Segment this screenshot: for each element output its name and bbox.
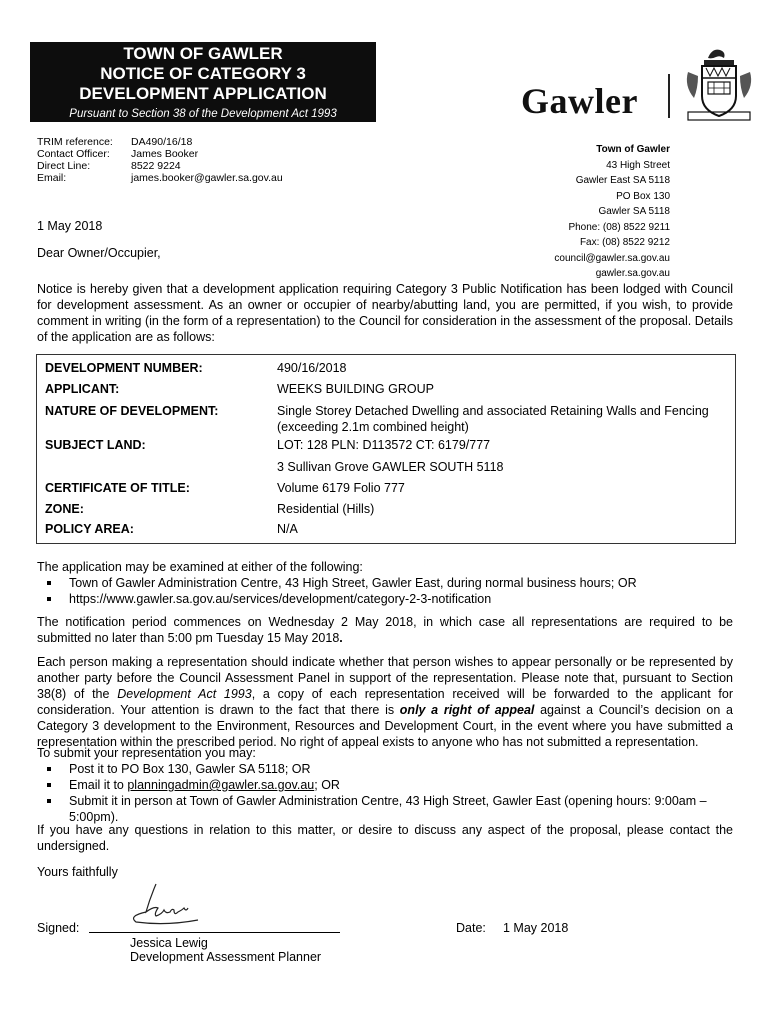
list-item (37, 761, 737, 777)
sign-date-label: Date: (456, 921, 486, 935)
ref-value: 8522 9224 (131, 160, 181, 172)
ref-label: TRIM reference: (37, 136, 113, 148)
signer-name: Jessica Lewig (130, 936, 208, 950)
address-line: gawler.sa.gov.au (595, 268, 670, 279)
logo-divider (668, 74, 670, 118)
rep-text-2: , a copy of each representation received will be forwarded to the applicant for consideration. Your attention is drawn to the fact that there is (37, 687, 733, 717)
application-details-box (36, 354, 736, 544)
detail-value: 490/16/2018 (277, 361, 347, 375)
address-line: 43 High Street (606, 159, 670, 171)
ref-row-contact (37, 148, 283, 160)
bullet-icon (37, 777, 69, 793)
appeal-emphasis: only a right of appeal (399, 703, 535, 717)
ref-row-email (37, 172, 283, 184)
detail-value: N/A (277, 522, 298, 536)
examine-section (37, 559, 737, 607)
detail-value: Single Storey Detached Dwelling and associated Retaining Walls and Fencing (exceeding 2.1m combined height) (277, 404, 709, 434)
address-line: PO Box 130 (616, 190, 670, 202)
detail-value: Volume 6179 Folio 777 (277, 481, 405, 495)
rep-text-1: Each person making a representation should indicate whether that person wishes to appear personally or be represented by another party before the Council Assessment Panel in support of the representation. Please note that, pursuant to Section 38(8) of the (37, 655, 733, 701)
detail-label: SUBJECT LAND: (45, 438, 146, 452)
list-item (37, 777, 737, 793)
title-line-1: TOWN OF GAWLER (123, 44, 283, 63)
notification-paragraph (37, 614, 733, 646)
ref-row-phone (37, 160, 283, 172)
address-line: Phone: (08) 8522 9211 (568, 221, 670, 233)
detail-label: NATURE OF DEVELOPMENT: (45, 404, 219, 418)
notification-text: The notification period commences on Wednesday 2 May 2018, in which case all representations are required to be submitted no later than 5:00 pm Tuesday 15 May 2018 (37, 615, 733, 645)
email-suffix: ; OR (314, 778, 340, 792)
bullet-icon (37, 793, 69, 825)
detail-value: Residential (Hills) (277, 502, 375, 516)
address-line: Gawler SA 5118 (598, 206, 670, 217)
closing: Yours faithfully (37, 865, 118, 879)
bullet-icon (37, 575, 69, 591)
list-item (37, 793, 737, 825)
detail-value: 3 Sullivan Grove GAWLER SOUTH 5118 (277, 460, 504, 474)
bullet-icon (37, 591, 69, 607)
detail-value: LOT: 128 PLN: D113572 CT: 6179/777 (277, 438, 491, 452)
signature-line (89, 932, 340, 933)
letter-date: 1 May 2018 (37, 219, 103, 233)
representation-paragraph (37, 654, 733, 750)
notification-end: . (339, 631, 343, 645)
address-line: Fax: (08) 8522 9212 (579, 237, 670, 248)
signed-label: Signed: (37, 921, 80, 935)
ref-value: James Booker (131, 148, 199, 160)
address-line: council@gawler.sa.gov.au (554, 252, 670, 264)
submit-email (69, 777, 737, 793)
notice-title-box (30, 42, 376, 122)
submit-in-person: Submit it in person at Town of Gawler Administration Centre, 43 High Street, Gawler East (opening hours: 9:00am – 5:00pm). (69, 794, 707, 824)
ref-value: james.booker@gawler.sa.gov.au (131, 172, 283, 184)
reference-details (37, 136, 283, 184)
intro-paragraph: Notice is hereby given that a development application requiring Category 3 Public Notification has been lodged with Council for development assessment. As an owner or occupier of nearby/abutting land, you are permitted, if you wish, to provide comment in writing (in the form of a representation) to the Council for consideration in the assessment of the proposal. Details of the application are as follows: (37, 282, 733, 344)
questions-paragraph: If you have any questions in relation to this matter, or desire to discuss any aspect of the proposal, please contact the undersigned. (37, 823, 733, 853)
detail-label: DEVELOPMENT NUMBER: (45, 361, 203, 375)
gawler-logo-text: Gawler (521, 81, 638, 121)
list-item (37, 575, 737, 591)
address-line: Gawler East SA 5118 (575, 175, 670, 186)
examine-location: Town of Gawler Administration Centre, 43 High Street, Gawler East, during normal business hours; OR (69, 576, 637, 590)
submit-intro: To submit your representation you may: (37, 746, 256, 760)
council-address (490, 142, 670, 282)
planning-email-link[interactable]: planningadmin@gawler.sa.gov.au (127, 778, 315, 792)
sign-date-value: 1 May 2018 (503, 921, 569, 935)
list-item (37, 591, 737, 607)
detail-label: POLICY AREA: (45, 522, 134, 536)
detail-value: WEEKS BUILDING GROUP (277, 382, 434, 396)
ref-label: Email: (37, 172, 67, 184)
ref-value: DA490/16/18 (131, 136, 193, 148)
signer-role: Development Assessment Planner (130, 950, 322, 964)
detail-label: ZONE: (45, 502, 84, 516)
ref-row-trim (37, 136, 283, 148)
act-name: Development Act 1993 (117, 687, 252, 701)
bullet-icon (37, 761, 69, 777)
examine-intro: The application may be examined at either of the following: (37, 560, 363, 574)
title-line-2: NOTICE OF CATEGORY 3 (100, 64, 306, 83)
detail-label: APPLICANT: (45, 382, 120, 396)
ref-label: Contact Officer: (37, 148, 110, 160)
examine-url-link[interactable]: https://www.gawler.sa.gov.au/services/development/category-2-3-notification (69, 592, 492, 606)
email-prefix: Email it to (69, 778, 128, 792)
town-crest-icon (678, 44, 760, 126)
ref-label: Direct Line: (37, 160, 91, 172)
submit-post: Post it to PO Box 130, Gawler SA 5118; OR (69, 762, 311, 776)
title-subtitle: Pursuant to Section 38 of the Development Act 1993 (69, 108, 337, 120)
rep-text-3: against a Council’s decision on a Category 3 development to the Environment, Resources and Development Court, in the event where you have submitted a representation within the prescribed period. No right of appeal exists to anyone who has not submitted a representation. (37, 703, 733, 749)
address-line: Town of Gawler (596, 144, 670, 155)
salutation: Dear Owner/Occupier, (37, 246, 161, 260)
title-line-3: DEVELOPMENT APPLICATION (79, 84, 327, 103)
submit-section (37, 745, 737, 825)
signature-image (118, 880, 208, 930)
detail-label: CERTIFICATE OF TITLE: (45, 481, 190, 495)
